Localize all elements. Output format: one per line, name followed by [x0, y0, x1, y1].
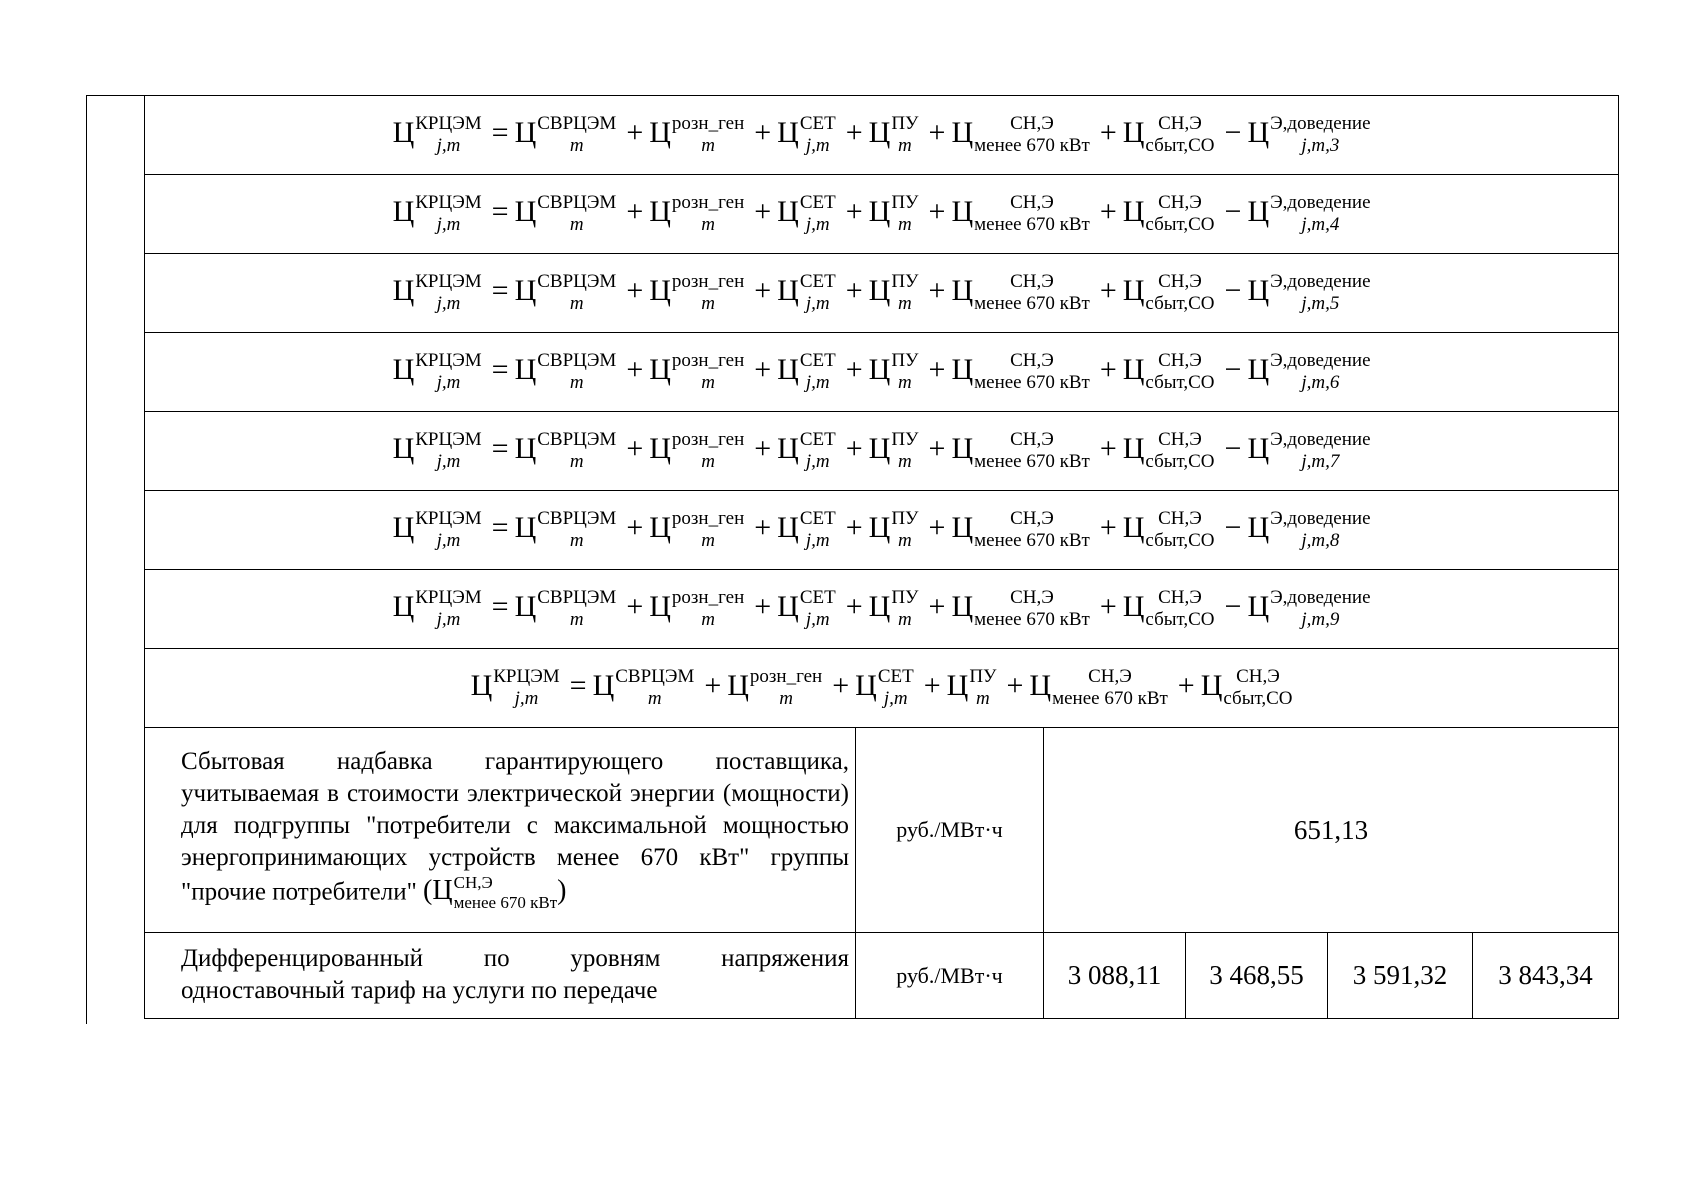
plus-sign: + [928, 352, 946, 386]
formula-term-1: Ц СВРЦЭМ m [514, 350, 617, 393]
formula-term-3: Ц СЕТ j,m [777, 113, 836, 156]
formula-term-1: Ц СВРЦЭМ m [514, 192, 617, 235]
plus-sign: + [626, 194, 644, 228]
plus-sign: + [928, 194, 946, 228]
plus-sign: + [626, 510, 644, 544]
plus-sign: + [1099, 194, 1117, 228]
formula-term-4: Ц ПУ m [868, 587, 919, 630]
formula-term-1: Ц СВРЦЭМ m [514, 429, 617, 472]
formula [393, 272, 1371, 314]
formula-term-4: Ц ПУ m [946, 666, 997, 709]
formula-term-6: Ц СН,Э сбыт,СО [1122, 587, 1215, 630]
formula-row [145, 570, 1619, 649]
plus-sign: + [845, 194, 863, 228]
formula-term-1: Ц СВРЦЭМ m [514, 113, 617, 156]
formula-term-6: Ц СН,Э сбыт,СО [1122, 429, 1215, 472]
formula-term-2: Ц розн_ген m [649, 113, 745, 156]
plus-sign: + [754, 352, 772, 386]
formula-term-3: Ц СЕТ j,m [777, 587, 836, 630]
plus-sign: + [923, 668, 941, 702]
formula-row [145, 333, 1619, 412]
plus-sign: + [1099, 352, 1117, 386]
formula-term-2: Ц розн_ген m [649, 429, 745, 472]
plus-sign: + [626, 273, 644, 307]
formula-row [145, 175, 1619, 254]
formula-term-6: Ц СН,Э сбыт,СО [1122, 271, 1215, 314]
formula [393, 351, 1371, 393]
formula-term-5: Ц СН,Э менее 670 кВт [1029, 666, 1168, 709]
equals-sign: = [491, 273, 509, 307]
formula-row [145, 254, 1619, 333]
equals-sign: = [491, 115, 509, 149]
formula [393, 588, 1371, 630]
formula-cell [145, 570, 1619, 649]
formula-term-7: Ц Э,доведение j,m,9 [1247, 587, 1371, 630]
formula-term-5: Ц СН,Э менее 670 кВт [951, 113, 1090, 156]
minus-sign: − [1224, 510, 1242, 544]
formula-term-1: Ц СВРЦЭМ m [514, 587, 617, 630]
formula-term-7: Ц Э,доведение j,m,5 [1247, 271, 1371, 314]
formula-term-5: Ц СН,Э менее 670 кВт [951, 192, 1090, 235]
tariff-unit: руб./МВт·ч [856, 933, 1044, 1019]
plus-sign: + [1099, 510, 1117, 544]
plus-sign: + [1177, 668, 1195, 702]
formula-term-5: Ц СН,Э менее 670 кВт [951, 271, 1090, 314]
plus-sign: + [754, 194, 772, 228]
formula-cell [145, 491, 1619, 570]
formula-term-3: Ц СЕТ j,m [777, 429, 836, 472]
minus-sign: − [1224, 352, 1242, 386]
formula-term-3: Ц СЕТ j,m [855, 666, 914, 709]
formula-cell [145, 412, 1619, 491]
formula-cell [145, 254, 1619, 333]
formula-term-6: Ц СН,Э сбыт,СО [1122, 192, 1215, 235]
formula-term-6: Ц СН,Э сбыт,СО [1122, 350, 1215, 393]
formula-term-7: Ц Э,доведение j,m,6 [1247, 350, 1371, 393]
plus-sign: + [626, 431, 644, 465]
tariff-value-1: 3 088,11 [1044, 933, 1186, 1019]
formula-term-1: Ц СВРЦЭМ m [514, 508, 617, 551]
formula-term-4: Ц ПУ m [868, 350, 919, 393]
formula-term-2: Ц розн_ген m [727, 666, 823, 709]
formula-term-3: Ц СЕТ j,m [777, 192, 836, 235]
plus-sign: + [626, 352, 644, 386]
formula-term-2: Ц розн_ген m [649, 350, 745, 393]
formula-cell [145, 649, 1619, 728]
equals-sign: = [569, 668, 587, 702]
equals-sign: = [491, 589, 509, 623]
tariff-value-4: 3 843,34 [1473, 933, 1619, 1019]
formula-lhs: Ц КРЦЭМ j,m [392, 271, 482, 314]
plus-sign: + [754, 115, 772, 149]
formula-term-1: Ц СВРЦЭМ m [592, 666, 695, 709]
formula-term-7: Ц Э,доведение j,m,8 [1247, 508, 1371, 551]
formula [471, 667, 1293, 709]
markup-symbol: (Ц СН,Э менее 670 кВт ) [423, 873, 567, 912]
formula-term-2: Ц розн_ген m [649, 508, 745, 551]
formula-lhs: Ц КРЦЭМ j,m [392, 350, 482, 393]
formula-term-4: Ц ПУ m [868, 508, 919, 551]
formula-lhs: Ц КРЦЭМ j,m [392, 429, 482, 472]
formula-term-5: Ц СН,Э менее 670 кВт [951, 508, 1090, 551]
formula-term-2: Ц розн_ген m [649, 192, 745, 235]
formula-cell [145, 96, 1619, 175]
formula [393, 430, 1371, 472]
formula-term-1: Ц СВРЦЭМ m [514, 271, 617, 314]
formula-term-6: Ц СН,Э сбыт,СО [1200, 666, 1293, 709]
formula-row [145, 96, 1619, 175]
formula-term-2: Ц розн_ген m [649, 271, 745, 314]
plus-sign: + [626, 115, 644, 149]
plus-sign: + [845, 589, 863, 623]
formula-lhs: Ц КРЦЭМ j,m [392, 587, 482, 630]
formula-term-2: Ц розн_ген m [649, 587, 745, 630]
formula [393, 193, 1371, 235]
formula-rows [145, 96, 1619, 728]
plus-sign: + [845, 273, 863, 307]
tariff-row [145, 933, 1619, 1019]
plus-sign: + [754, 273, 772, 307]
left-margin-column [86, 95, 144, 1024]
formula-term-6: Ц СН,Э сбыт,СО [1122, 113, 1215, 156]
markup-description [151, 746, 849, 912]
plus-sign: + [754, 589, 772, 623]
plus-sign: + [928, 115, 946, 149]
markup-description-cell [145, 728, 856, 933]
plus-sign: + [845, 115, 863, 149]
formula-term-3: Ц СЕТ j,m [777, 271, 836, 314]
markup-description-text: Сбытовая надбавка гарантирующего поставщика, учитываемая в стоимости электрической энергии (мощности) для подгруппы "потребители с максимальной мощностью энергопринимающих устройств менее 670 кВт" группы "прочие потребители" [181, 748, 849, 906]
formula-term-3: Ц СЕТ j,m [777, 350, 836, 393]
formula-row [145, 491, 1619, 570]
markup-value: 651,13 [1044, 728, 1619, 933]
formula-term-7: Ц Э,доведение j,m,7 [1247, 429, 1371, 472]
minus-sign: − [1224, 115, 1242, 149]
tariff-description-cell [145, 933, 856, 1019]
formula-term-4: Ц ПУ m [868, 429, 919, 472]
formula-row [145, 412, 1619, 491]
plus-sign: + [704, 668, 722, 702]
formula-lhs: Ц КРЦЭМ j,m [392, 192, 482, 235]
formula [393, 114, 1371, 156]
plus-sign: + [928, 273, 946, 307]
formula-term-5: Ц СН,Э менее 670 кВт [951, 429, 1090, 472]
tariff-value-3: 3 591,32 [1328, 933, 1473, 1019]
minus-sign: − [1224, 431, 1242, 465]
formula-term-7: Ц Э,доведение j,m,3 [1247, 113, 1371, 156]
formula-term-7: Ц Э,доведение j,m,4 [1247, 192, 1371, 235]
formula-cell [145, 333, 1619, 412]
plus-sign: + [754, 510, 772, 544]
plus-sign: + [754, 431, 772, 465]
plus-sign: + [845, 510, 863, 544]
formula-row [145, 649, 1619, 728]
formula-lhs: Ц КРЦЭМ j,m [392, 113, 482, 156]
equals-sign: = [491, 510, 509, 544]
formula-term-5: Ц СН,Э менее 670 кВт [951, 350, 1090, 393]
formula [393, 509, 1371, 551]
markup-unit: руб./МВт·ч [856, 728, 1044, 933]
plus-sign: + [1099, 273, 1117, 307]
plus-sign: + [832, 668, 850, 702]
tariff-table [144, 95, 1619, 1019]
formula-term-3: Ц СЕТ j,m [777, 508, 836, 551]
formula-term-6: Ц СН,Э сбыт,СО [1122, 508, 1215, 551]
equals-sign: = [491, 352, 509, 386]
formula-lhs: Ц КРЦЭМ j,m [392, 508, 482, 551]
plus-sign: + [845, 431, 863, 465]
equals-sign: = [491, 194, 509, 228]
formula-term-5: Ц СН,Э менее 670 кВт [951, 587, 1090, 630]
plus-sign: + [928, 431, 946, 465]
plus-sign: + [626, 589, 644, 623]
plus-sign: + [845, 352, 863, 386]
plus-sign: + [1099, 431, 1117, 465]
minus-sign: − [1224, 589, 1242, 623]
plus-sign: + [1099, 115, 1117, 149]
plus-sign: + [1006, 668, 1024, 702]
formula-term-4: Ц ПУ m [868, 192, 919, 235]
minus-sign: − [1224, 194, 1242, 228]
equals-sign: = [491, 431, 509, 465]
plus-sign: + [1099, 589, 1117, 623]
tariff-value-2: 3 468,55 [1186, 933, 1328, 1019]
markup-row [145, 728, 1619, 933]
formula-cell [145, 175, 1619, 254]
tariff-description: Дифференцированный по уровням напряжения одноставочный тариф на услуги по передаче [181, 944, 849, 1004]
formula-term-4: Ц ПУ m [868, 271, 919, 314]
formula-lhs: Ц КРЦЭМ j,m [470, 666, 560, 709]
plus-sign: + [928, 589, 946, 623]
plus-sign: + [928, 510, 946, 544]
minus-sign: − [1224, 273, 1242, 307]
formula-term-4: Ц ПУ m [868, 113, 919, 156]
